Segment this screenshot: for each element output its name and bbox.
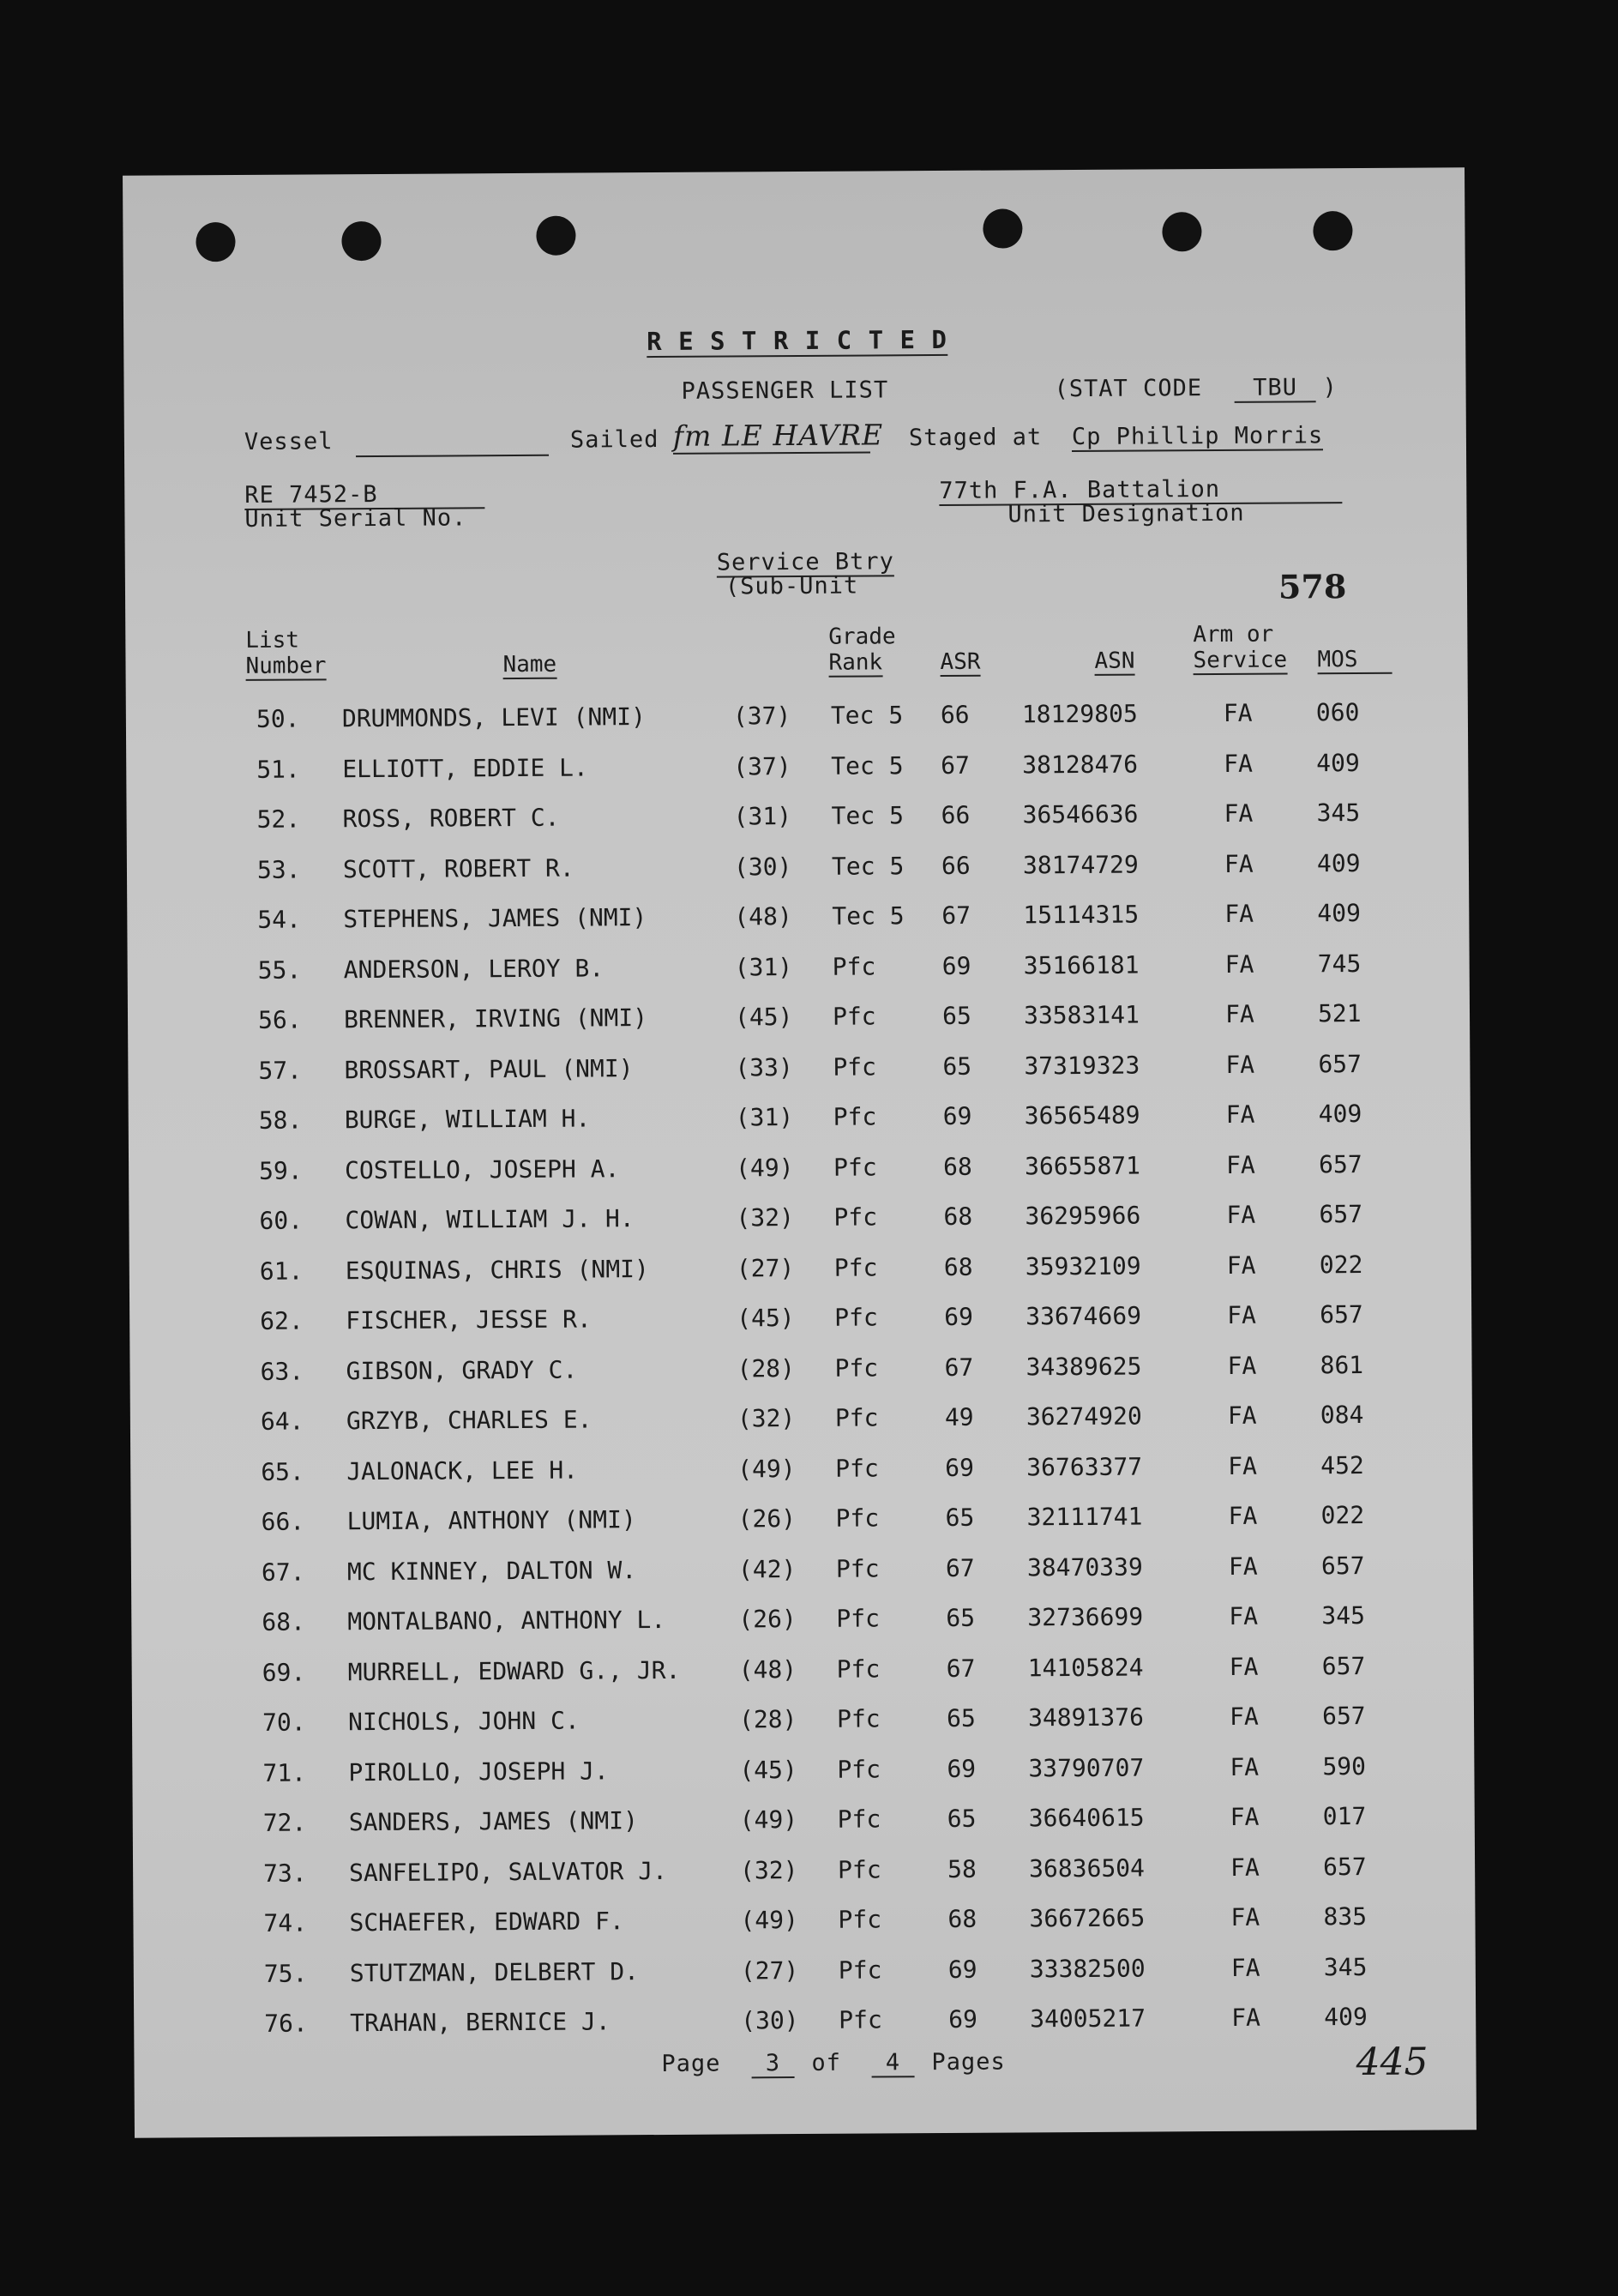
row-list-number: 66.: [261, 1507, 305, 1536]
row-asn: 35932109: [1025, 1251, 1141, 1281]
row-list-number: 53.: [256, 855, 301, 884]
row-asr: 69: [942, 1101, 972, 1130]
row-list-number: 61.: [259, 1256, 304, 1286]
row-grade: Pfc: [835, 1553, 880, 1583]
row-age: (27): [736, 1253, 795, 1282]
row-arm-service: FA: [1224, 949, 1254, 979]
table-row: [129, 1099, 1471, 1157]
row-age: (32): [737, 1404, 796, 1433]
row-mos: 345: [1323, 1952, 1368, 1981]
row-mos: 657: [1318, 1049, 1362, 1078]
row-asr: 65: [941, 1001, 971, 1030]
col-list-number-top: List: [245, 627, 300, 654]
row-mos: 409: [1317, 898, 1361, 928]
row-grade: Pfc: [838, 1905, 882, 1934]
row-mos: 657: [1319, 1199, 1363, 1229]
row-asr: 65: [945, 1503, 975, 1532]
row-asn: 36640615: [1028, 1803, 1145, 1833]
row-asn: 35166181: [1023, 950, 1140, 979]
stamped-number: 578: [1278, 567, 1347, 606]
row-list-number: 71.: [262, 1758, 307, 1787]
table-row: [133, 1901, 1475, 1960]
row-asn: 36836504: [1029, 1853, 1146, 1883]
table-row: [129, 1199, 1471, 1257]
row-arm-service: FA: [1223, 698, 1253, 727]
row-list-number: 73.: [263, 1859, 307, 1888]
row-asr: 67: [941, 750, 971, 780]
row-asn: 34389625: [1026, 1352, 1142, 1381]
row-grade: Pfc: [832, 951, 876, 981]
row-grade: Pfc: [836, 1654, 881, 1684]
sub-unit-value: Service Btry: [716, 548, 894, 576]
row-age: (31): [735, 1103, 794, 1132]
row-arm-service: FA: [1226, 1200, 1256, 1229]
table-row: [132, 1751, 1474, 1810]
table-row: [130, 1400, 1472, 1458]
row-mos: 022: [1319, 1250, 1363, 1279]
row-asn: 34005217: [1030, 2004, 1146, 2034]
row-arm-service: FA: [1229, 1601, 1259, 1630]
page-current: 3: [751, 2050, 794, 2078]
row-asn: 36546636: [1022, 799, 1139, 829]
row-name: STUTZMAN, DELBERT D.: [349, 1956, 640, 1987]
unit-designation-value: 77th F.A. Battalion: [939, 475, 1342, 506]
row-list-number: 54.: [257, 905, 302, 934]
table-row: [129, 1299, 1471, 1358]
row-grade: Pfc: [836, 1604, 880, 1633]
row-mos: 590: [1322, 1751, 1367, 1781]
row-list-number: 68.: [262, 1607, 306, 1636]
row-name: ANDERSON, LEROY B.: [343, 953, 604, 984]
col-arm-top: Arm or: [1193, 621, 1274, 648]
row-list-number: 57.: [258, 1056, 303, 1085]
row-arm-service: FA: [1230, 1853, 1260, 1882]
row-asn: 33674669: [1026, 1301, 1142, 1331]
col-grade-top: Grade: [828, 624, 896, 650]
row-mos: 657: [1318, 1149, 1362, 1178]
table-row: [131, 1500, 1473, 1558]
row-list-number: 70.: [262, 1708, 306, 1737]
row-name: BROSSART, PAUL (NMI): [344, 1053, 634, 1084]
classification-heading: R E S T R I C T E D: [647, 324, 948, 357]
row-name: SCOTT, ROBERT R.: [342, 853, 574, 883]
row-age: (37): [732, 702, 791, 731]
row-list-number: 64.: [260, 1407, 304, 1436]
row-arm-service: FA: [1227, 1300, 1256, 1329]
table-row: [130, 1450, 1472, 1509]
col-list-number: Number: [245, 653, 327, 679]
row-age: (49): [736, 1153, 794, 1182]
row-asr: 69: [944, 1302, 973, 1331]
row-asr: 49: [944, 1402, 974, 1431]
table-row: [134, 1952, 1476, 2010]
row-arm-service: FA: [1227, 1401, 1257, 1430]
col-grade: Rank: [828, 649, 883, 676]
staged-label: Staged at: [908, 424, 1043, 452]
row-age: (31): [734, 952, 793, 981]
passenger-table: [123, 167, 1477, 2138]
table-row: [132, 1651, 1474, 1709]
stat-code-close: ): [1322, 374, 1338, 401]
row-asn: 14105824: [1027, 1653, 1144, 1682]
row-list-number: 60.: [259, 1206, 304, 1235]
row-age: (49): [739, 1805, 798, 1835]
row-name: DRUMMONDS, LEVI (NMI): [341, 702, 647, 733]
row-mos: 657: [1322, 1852, 1367, 1881]
col-arm: Service: [1193, 647, 1288, 674]
page-label: Page: [661, 2050, 721, 2078]
row-name: COSTELLO, JOSEPH A.: [345, 1154, 620, 1184]
row-mos: 022: [1320, 1500, 1365, 1530]
row-age: (42): [737, 1554, 797, 1583]
row-mos: 409: [1318, 1099, 1362, 1129]
row-name: MONTALBANO, ANTHONY L.: [347, 1605, 666, 1636]
row-mos: 657: [1321, 1651, 1366, 1680]
row-age: (49): [737, 1454, 796, 1483]
row-arm-service: FA: [1225, 1150, 1255, 1179]
unit-serial-label: Unit Serial No.: [244, 504, 467, 533]
row-asn: 33382500: [1029, 1954, 1146, 1983]
row-mos: 745: [1317, 949, 1362, 978]
staged-value: Cp Phillip Morris: [1071, 422, 1324, 451]
table-row: [131, 1600, 1473, 1659]
row-grade: Pfc: [838, 1955, 882, 1985]
sub-unit-label: (Sub-Unit: [725, 572, 859, 600]
row-name: ROSS, ROBERT C.: [342, 803, 560, 834]
row-age: (37): [733, 751, 791, 780]
row-grade: Pfc: [838, 1854, 881, 1884]
row-asr: 66: [940, 700, 970, 729]
row-mos: 861: [1320, 1350, 1364, 1379]
row-age: (26): [738, 1605, 797, 1634]
row-asn: 33790707: [1028, 1753, 1145, 1782]
row-age: (48): [734, 902, 792, 931]
row-mos: 017: [1322, 1801, 1367, 1831]
row-mos: 452: [1320, 1450, 1364, 1479]
sailed-label: Sailed: [569, 425, 659, 454]
row-grade: Pfc: [835, 1504, 880, 1533]
row-name: COWAN, WILLIAM J. H.: [345, 1204, 635, 1235]
list-title: PASSENGER LIST: [681, 377, 889, 405]
row-name: PIROLLO, JOSEPH J.: [348, 1756, 609, 1787]
row-list-number: 58.: [258, 1106, 303, 1135]
row-name: MC KINNEY, DALTON W.: [346, 1555, 637, 1586]
stat-code-label: (STAT CODE: [1054, 375, 1203, 403]
row-asr: 68: [942, 1152, 972, 1181]
row-asn: 38174729: [1022, 850, 1139, 879]
row-arm-service: FA: [1225, 1050, 1255, 1079]
row-list-number: 67.: [261, 1558, 305, 1587]
row-grade: Tec 5: [832, 901, 905, 931]
row-grade: Pfc: [834, 1353, 879, 1383]
table-row: [131, 1551, 1473, 1609]
row-asr: 67: [941, 901, 971, 930]
of-label: of: [811, 2049, 842, 2076]
row-asr: 65: [946, 1603, 976, 1632]
row-asr: 66: [941, 800, 971, 829]
row-mos: 084: [1320, 1400, 1364, 1430]
row-name: ELLIOTT, EDDIE L.: [342, 752, 588, 783]
row-mos: 409: [1316, 748, 1360, 777]
row-age: (30): [733, 852, 792, 881]
sailed-handwritten: fm LE HAVRE: [672, 418, 884, 453]
row-name: NICHOLS, JOHN C.: [347, 1706, 580, 1737]
row-mos: 657: [1320, 1551, 1365, 1580]
row-arm-service: FA: [1224, 849, 1254, 878]
row-name: GRZYB, CHARLES E.: [346, 1405, 592, 1436]
row-name: SANFELIPO, SALVATOR J.: [349, 1856, 668, 1887]
row-arm-service: FA: [1229, 1652, 1259, 1681]
row-mos: 835: [1323, 1901, 1368, 1931]
row-age: (32): [736, 1203, 794, 1232]
row-arm-service: FA: [1229, 1702, 1259, 1731]
row-asn: 32736699: [1027, 1602, 1144, 1632]
table-row: [126, 748, 1468, 806]
row-grade: Tec 5: [830, 701, 904, 730]
row-name: SCHAEFER, EDWARD F.: [349, 1907, 624, 1937]
row-age: (28): [738, 1705, 797, 1734]
row-grade: Pfc: [837, 1805, 881, 1834]
row-asr: 65: [946, 1703, 976, 1733]
row-list-number: 56.: [257, 1005, 302, 1034]
table-row: [128, 998, 1470, 1057]
row-arm-service: FA: [1230, 1752, 1260, 1781]
page-total: 4: [871, 2049, 914, 2077]
row-list-number: 52.: [256, 805, 301, 834]
row-age: (27): [740, 1956, 799, 1985]
row-age: (45): [734, 1003, 793, 1032]
row-name: BURGE, WILLIAM H.: [344, 1104, 591, 1135]
row-arm-service: FA: [1224, 798, 1254, 828]
row-arm-service: FA: [1228, 1451, 1258, 1480]
row-asr: 69: [941, 951, 971, 980]
row-asr: 65: [947, 1804, 977, 1833]
row-list-number: 74.: [263, 1908, 308, 1937]
row-arm-service: FA: [1224, 749, 1254, 778]
table-row: [134, 2002, 1476, 2060]
row-arm-service: FA: [1230, 1802, 1260, 1831]
document-page: [123, 167, 1477, 2138]
row-arm-service: FA: [1224, 999, 1254, 1028]
row-mos: 345: [1316, 798, 1361, 828]
row-grade: Pfc: [833, 1052, 877, 1082]
stat-code-value: TBU: [1234, 374, 1315, 403]
row-grade: Pfc: [839, 2005, 882, 2034]
pages-label: Pages: [931, 2048, 1006, 2076]
row-asn: 36763377: [1026, 1452, 1143, 1481]
row-asn: 36672665: [1029, 1903, 1146, 1933]
row-mos: 345: [1321, 1600, 1365, 1630]
row-name: TRAHAN, BERNICE J.: [350, 2007, 611, 2038]
row-age: (30): [741, 2006, 799, 2035]
row-mos: 409: [1316, 848, 1361, 877]
row-mos: 521: [1317, 998, 1362, 1028]
row-arm-service: FA: [1227, 1351, 1257, 1380]
row-mos: 060: [1315, 698, 1360, 727]
row-grade: Pfc: [833, 1252, 878, 1282]
row-age: (32): [740, 1855, 798, 1884]
row-asr: 68: [943, 1202, 973, 1231]
row-grade: Tec 5: [831, 851, 905, 881]
table-row: [126, 697, 1468, 756]
vessel-label: Vessel: [244, 428, 334, 455]
row-list-number: 51.: [256, 755, 300, 784]
row-arm-service: FA: [1231, 2003, 1260, 2032]
row-grade: Pfc: [837, 1754, 881, 1784]
row-asr: 68: [943, 1252, 973, 1281]
row-list-number: 63.: [260, 1357, 304, 1386]
table-row: [133, 1801, 1475, 1859]
row-asr: 58: [947, 1854, 977, 1883]
handwritten-sheet-number: 445: [1356, 2040, 1429, 2085]
row-asn: 36565489: [1024, 1100, 1140, 1130]
row-age: (48): [738, 1654, 797, 1684]
row-asr: 69: [945, 1453, 975, 1482]
table-row: [133, 1852, 1475, 1910]
row-age: (31): [733, 802, 792, 831]
row-list-number: 50.: [256, 704, 300, 733]
row-list-number: 76.: [264, 2009, 308, 2038]
row-grade: Pfc: [833, 1202, 878, 1232]
row-list-number: 75.: [263, 1959, 308, 1988]
row-grade: Tec 5: [831, 801, 904, 830]
row-asr: 65: [942, 1052, 972, 1081]
row-name: FISCHER, JESSE R.: [346, 1305, 592, 1335]
table-row: [129, 1350, 1471, 1408]
row-list-number: 62.: [260, 1306, 304, 1335]
row-arm-service: FA: [1225, 1100, 1255, 1129]
row-asn: 32111741: [1026, 1502, 1143, 1532]
row-list-number: 59.: [259, 1156, 303, 1185]
row-asr: 67: [945, 1553, 975, 1582]
row-list-number: 55.: [257, 955, 302, 985]
table-row: [128, 949, 1470, 1007]
row-arm-service: FA: [1224, 899, 1254, 928]
row-name: JALONACK, LEE H.: [346, 1455, 579, 1485]
row-asr: 67: [944, 1353, 974, 1382]
col-mos: MOS: [1317, 647, 1392, 675]
unit-designation-label: Unit Designation: [1007, 499, 1245, 528]
row-asn: 36274920: [1026, 1401, 1142, 1431]
row-age: (49): [740, 1906, 799, 1935]
row-asn: 33583141: [1023, 1000, 1140, 1030]
row-arm-service: FA: [1226, 1250, 1256, 1280]
col-asn: ASN: [1094, 648, 1135, 674]
col-asr: ASR: [940, 648, 981, 675]
row-asr: 69: [947, 1955, 977, 1984]
row-asn: 36295966: [1025, 1201, 1141, 1231]
row-arm-service: FA: [1230, 1902, 1260, 1931]
row-asn: 38470339: [1026, 1552, 1143, 1582]
row-asr: 69: [948, 2004, 977, 2034]
table-row: [127, 898, 1469, 956]
table-row: [129, 1149, 1471, 1208]
col-name: Name: [502, 651, 557, 678]
row-asn: 18129805: [1021, 699, 1138, 729]
row-list-number: 69.: [262, 1658, 306, 1687]
row-name: MURRELL, EDWARD G., JR.: [347, 1655, 681, 1686]
row-asr: 69: [947, 1754, 977, 1783]
row-name: LUMIA, ANTHONY (NMI): [346, 1505, 636, 1536]
table-row: [129, 1250, 1471, 1308]
row-mos: 657: [1321, 1701, 1366, 1731]
row-grade: Pfc: [834, 1303, 878, 1332]
row-grade: Pfc: [832, 1002, 876, 1031]
row-grade: Pfc: [833, 1102, 877, 1131]
row-arm-service: FA: [1228, 1501, 1258, 1530]
table-row: [127, 798, 1469, 856]
row-name: STEPHENS, JAMES (NMI): [343, 903, 647, 934]
table-row: [132, 1701, 1474, 1759]
unit-serial-value: RE 7452-B: [244, 480, 484, 510]
row-name: GIBSON, GRADY C.: [346, 1355, 578, 1385]
row-asr: 67: [946, 1654, 976, 1683]
row-asn: 36655871: [1024, 1151, 1141, 1180]
table-row: [127, 848, 1469, 907]
table-row: [128, 1049, 1470, 1107]
row-list-number: 65.: [261, 1457, 304, 1486]
row-asn: 37319323: [1024, 1051, 1140, 1080]
row-age: (45): [737, 1304, 795, 1333]
row-asn: 38128476: [1022, 750, 1139, 779]
row-grade: Pfc: [833, 1152, 877, 1182]
row-grade: Pfc: [835, 1453, 879, 1483]
row-asn: 34891376: [1027, 1702, 1144, 1733]
row-grade: Pfc: [836, 1704, 881, 1733]
row-asr: 66: [941, 851, 971, 880]
row-age: (33): [735, 1052, 793, 1082]
row-age: (28): [737, 1353, 796, 1383]
row-mos: 657: [1320, 1299, 1363, 1329]
row-age: (45): [739, 1755, 797, 1784]
row-name: BRENNER, IRVING (NMI): [343, 1003, 648, 1034]
row-asr: 68: [947, 1904, 977, 1933]
row-grade: Pfc: [834, 1403, 879, 1432]
row-arm-service: FA: [1230, 1953, 1260, 1982]
row-asn: 15114315: [1023, 900, 1140, 930]
row-mos: 409: [1324, 2002, 1368, 2032]
row-grade: Tec 5: [831, 750, 904, 780]
row-list-number: 72.: [262, 1808, 307, 1837]
row-age: (26): [737, 1504, 797, 1534]
row-name: ESQUINAS, CHRIS (NMI): [345, 1254, 649, 1285]
row-arm-service: FA: [1228, 1552, 1258, 1581]
row-name: SANDERS, JAMES (NMI): [348, 1806, 639, 1837]
